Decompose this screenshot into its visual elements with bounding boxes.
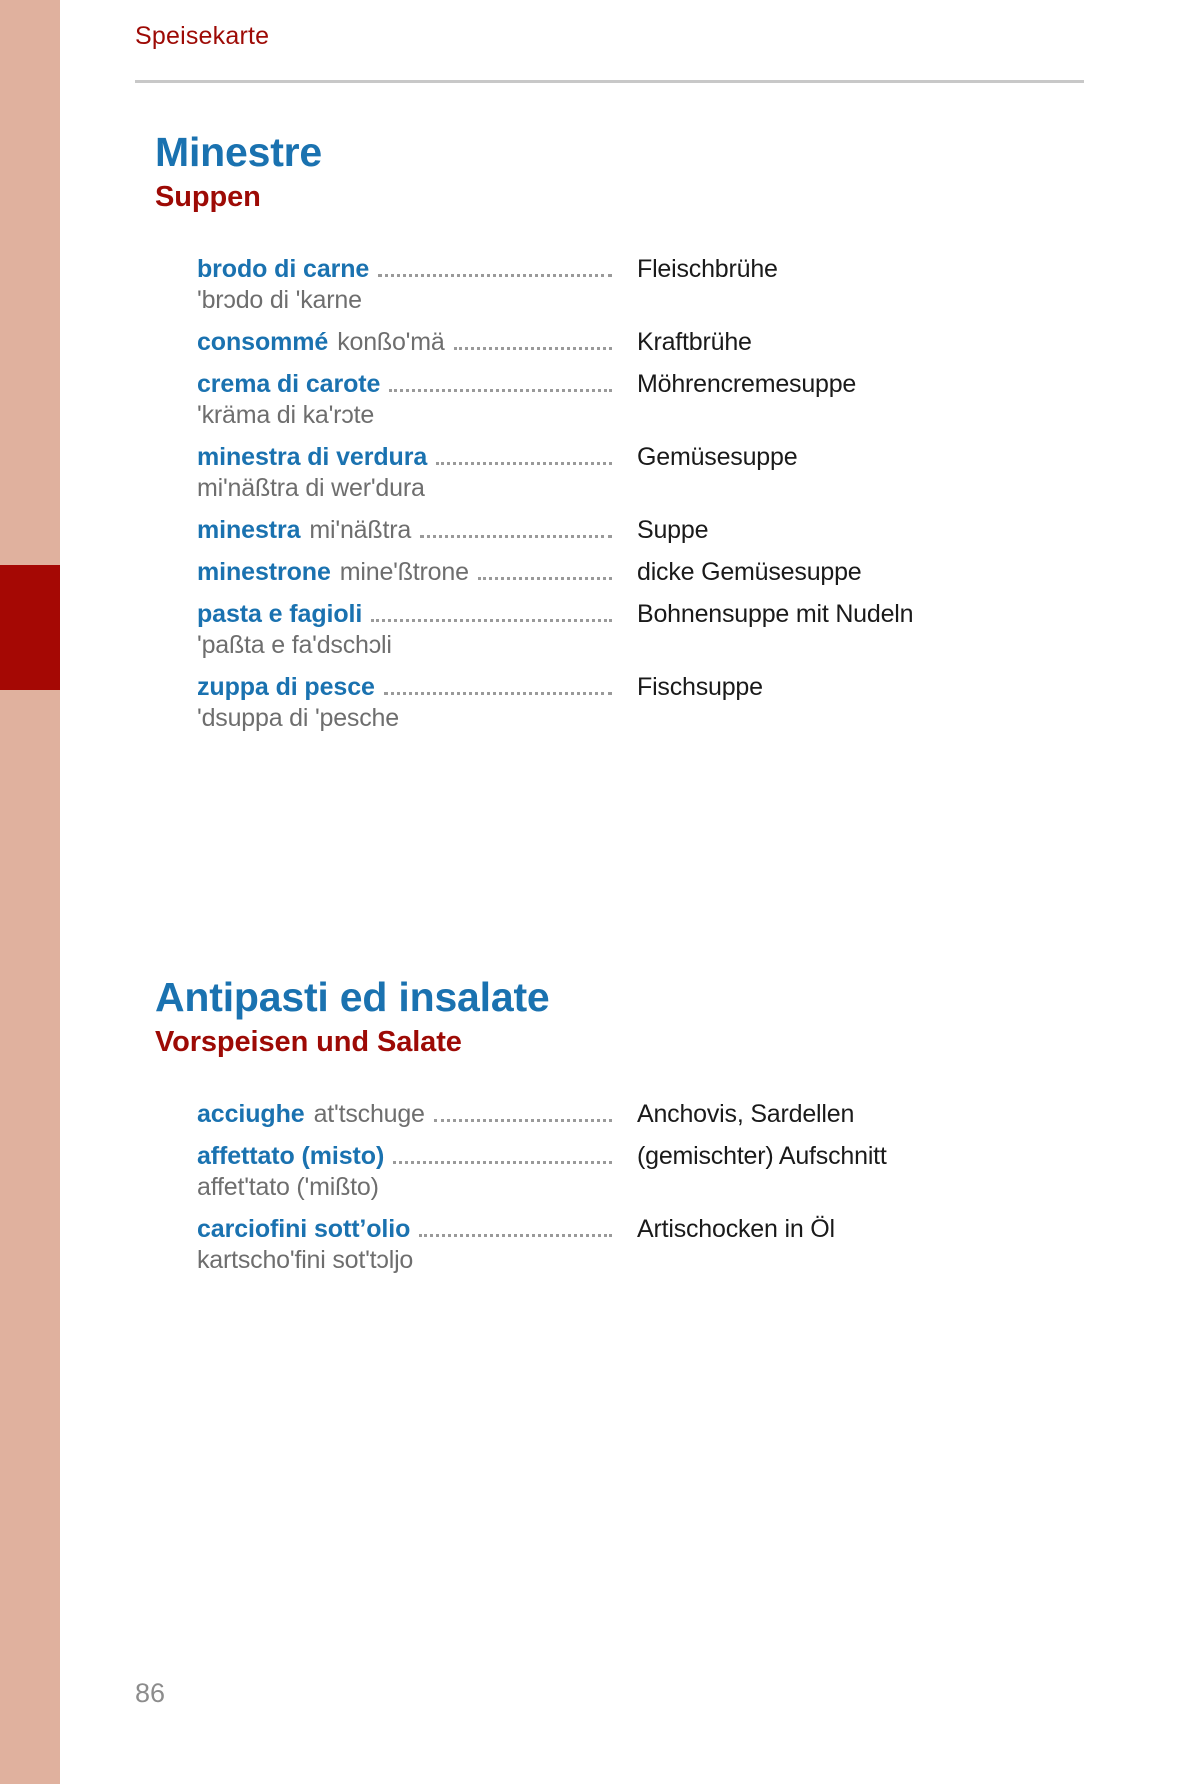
italian-term: zuppa di pesce xyxy=(197,673,375,702)
header-divider-rule xyxy=(135,80,1084,83)
dotted-leader xyxy=(389,388,612,392)
entry-headword-group xyxy=(197,370,612,399)
german-translation: Anchovis, Sardellen xyxy=(637,1100,855,1129)
dictionary-entry xyxy=(197,443,1095,503)
italian-term: minestra xyxy=(197,516,301,545)
entry-headword-group xyxy=(197,328,612,357)
running-header xyxy=(135,22,1085,51)
italian-term: pasta e fagioli xyxy=(197,600,363,629)
dotted-leader xyxy=(434,1118,612,1122)
dictionary-entry xyxy=(197,558,1095,587)
phonetic-transcription: 'dsuppa di 'pesche xyxy=(197,704,399,733)
phonetic-transcription: affet'tato ('mißto) xyxy=(197,1173,379,1202)
entry-main-line xyxy=(197,1215,1095,1244)
section-minestre xyxy=(155,130,1095,746)
phonetic-transcription: 'paßta e fa'dschɔli xyxy=(197,631,392,660)
italian-term: carciofini sott’olio xyxy=(197,1215,411,1244)
section-antipasti xyxy=(155,975,1095,1288)
dictionary-entry xyxy=(197,370,1095,430)
entry-list-minestre xyxy=(197,255,1095,733)
dotted-leader xyxy=(378,273,612,277)
entry-headword-group xyxy=(197,516,612,545)
entry-headword-group xyxy=(197,1100,612,1129)
german-translation: (gemischter) Aufschnitt xyxy=(637,1142,887,1171)
entry-main-line xyxy=(197,558,1095,587)
entry-main-line xyxy=(197,516,1095,545)
italian-term: affettato (misto) xyxy=(197,1142,385,1171)
phonetic-transcription: kartscho'fini sot'tɔljo xyxy=(197,1246,414,1275)
entry-main-line xyxy=(197,1142,1095,1171)
phonetic-transcription: 'brɔdo di 'karne xyxy=(197,286,362,315)
dotted-leader xyxy=(371,618,612,622)
dotted-leader xyxy=(384,691,612,695)
entry-headword-group xyxy=(197,1215,612,1244)
italian-term: brodo di carne xyxy=(197,255,370,284)
german-translation: Bohnensuppe mit Nudeln xyxy=(637,600,914,629)
german-translation: Kraftbrühe xyxy=(637,328,752,357)
entry-main-line xyxy=(197,328,1095,357)
dictionary-entry xyxy=(197,600,1095,660)
phonetic-transcription: konßo'mä xyxy=(337,328,445,357)
page-number: 86 xyxy=(135,1678,166,1708)
dotted-leader xyxy=(454,346,612,350)
dotted-leader xyxy=(436,461,612,465)
german-translation: Fischsuppe xyxy=(637,673,763,702)
entry-main-line xyxy=(197,255,1095,284)
page-content xyxy=(60,0,1182,1784)
entry-main-line xyxy=(197,370,1095,399)
chapter-thumb-index-tab xyxy=(0,565,60,690)
italian-term: consommé xyxy=(197,328,329,357)
german-translation: Möhrencremesuppe xyxy=(637,370,857,399)
phonetic-transcription: mi'näßtra di wer'dura xyxy=(197,474,425,503)
entry-headword-group xyxy=(197,673,612,702)
dictionary-entry xyxy=(197,255,1095,315)
dictionary-entry xyxy=(197,1215,1095,1275)
section-title-italian: Minestre xyxy=(155,129,323,175)
italian-term: minestra di verdura xyxy=(197,443,428,472)
entry-main-line xyxy=(197,443,1095,472)
entry-headword-group xyxy=(197,600,612,629)
dictionary-entry xyxy=(197,673,1095,733)
phonetic-transcription: mi'näßtra xyxy=(309,516,412,545)
dotted-leader xyxy=(393,1160,612,1164)
german-translation: Gemüsesuppe xyxy=(637,443,798,472)
german-translation: Artischocken in Öl xyxy=(637,1215,835,1244)
dictionary-entry xyxy=(197,328,1095,357)
entry-main-line xyxy=(197,600,1095,629)
running-header-title: Speisekarte xyxy=(135,22,270,50)
entry-headword-group xyxy=(197,558,612,587)
italian-term: minestrone xyxy=(197,558,331,587)
phonetic-transcription: 'kräma di ka'rɔte xyxy=(197,401,375,430)
dotted-leader xyxy=(420,534,612,538)
dictionary-entry xyxy=(197,1142,1095,1202)
entry-headword-group xyxy=(197,443,612,472)
dictionary-entry xyxy=(197,516,1095,545)
dictionary-entry xyxy=(197,1100,1095,1129)
entry-main-line xyxy=(197,1100,1095,1129)
entry-list-antipasti xyxy=(197,1100,1095,1275)
dotted-leader xyxy=(419,1233,612,1237)
entry-headword-group xyxy=(197,255,612,284)
entry-headword-group xyxy=(197,1142,612,1171)
dotted-leader xyxy=(478,576,612,580)
german-translation: Fleischbrühe xyxy=(637,255,778,284)
entry-main-line xyxy=(197,673,1095,702)
german-translation: Suppe xyxy=(637,516,709,545)
italian-term: acciughe xyxy=(197,1100,305,1129)
section-title-german: Vorspeisen und Salate xyxy=(155,1026,462,1059)
italian-term: crema di carote xyxy=(197,370,381,399)
section-title-german: Suppen xyxy=(155,181,261,214)
german-translation: dicke Gemüsesuppe xyxy=(637,558,862,587)
phonetic-transcription: at'tschuge xyxy=(313,1100,425,1129)
section-title-italian: Antipasti ed insalate xyxy=(155,974,550,1020)
phonetic-transcription: mine'ßtrone xyxy=(339,558,469,587)
left-margin-strip xyxy=(0,0,60,1784)
